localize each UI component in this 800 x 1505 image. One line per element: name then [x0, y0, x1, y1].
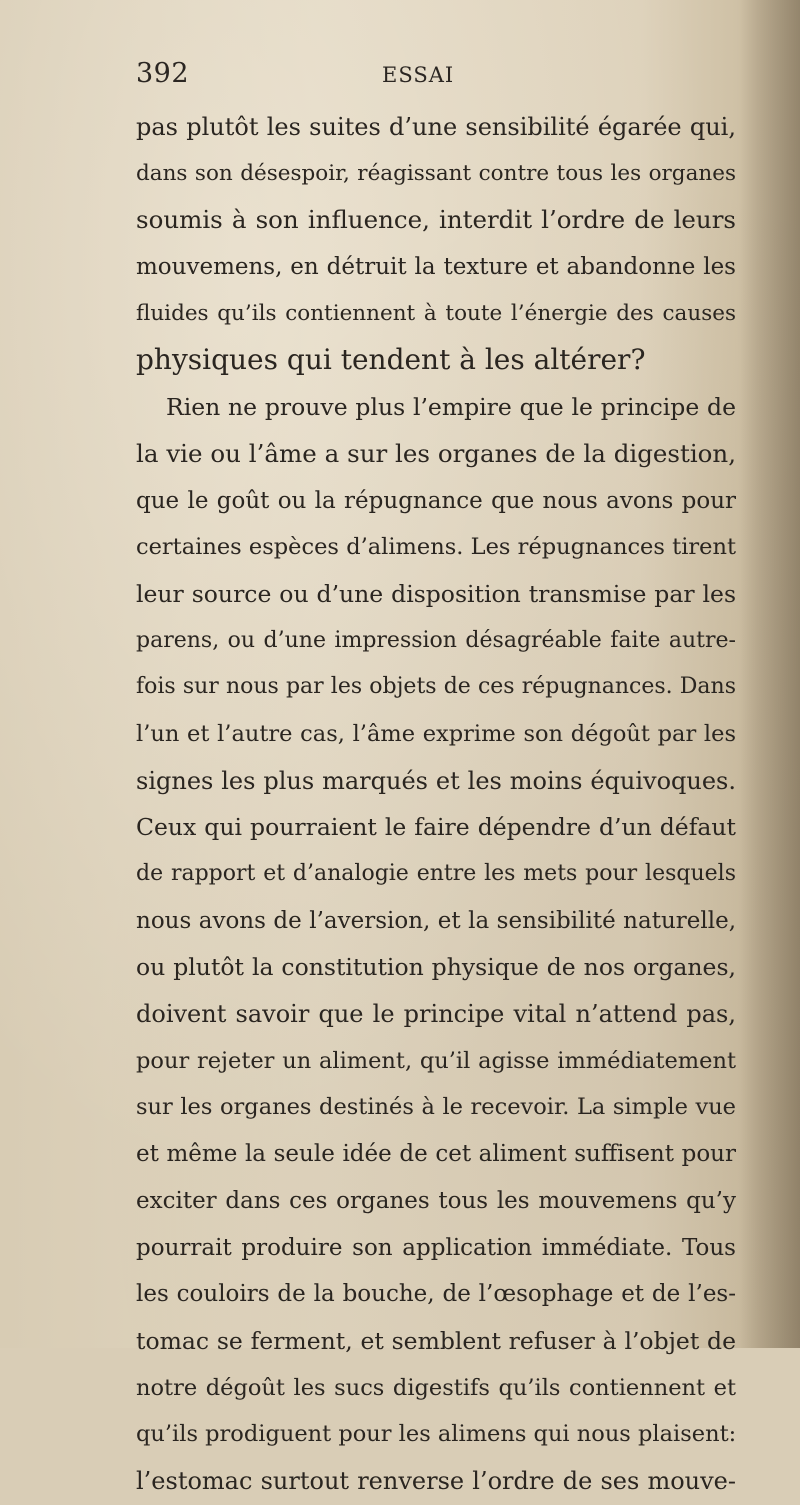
text-line: et même la seule idée de cet aliment suffisent pour [136, 1141, 736, 1168]
text-line: l’estomac surtout renverse l’ordre de ses mouve- [136, 1466, 736, 1495]
text-line: pas plutôt les suites d’une sensibilité égarée qui, [136, 113, 736, 141]
page-number: 392 [136, 58, 190, 89]
text-line: ou plutôt la constitution physique de nos organes, [136, 953, 736, 982]
text-line: signes les plus marqués et les moins équivoques. [136, 766, 736, 795]
text-line: physiques qui tendent à les altérer? [136, 343, 646, 377]
text-line: fois sur nous par les objets de ces répugnances. Dans [136, 674, 736, 700]
text-line: pour rejeter un aliment, qu’il agisse immédiatement [136, 1047, 736, 1074]
text-line: exciter dans ces organes tous les mouvemens qu’y [136, 1187, 736, 1214]
text-line: parens, ou d’une impression désagréable faite autre- [136, 627, 736, 653]
text-line: mouvemens, en détruit la texture et abandonne les [136, 254, 736, 281]
text-line: la vie ou l’âme a sur les organes de la digestion, [136, 438, 736, 468]
text-line: doivent savoir que le principe vital n’attend pas, [136, 1000, 736, 1029]
text-line: tomac se ferment, et semblent refuser à l’objet de [136, 1326, 736, 1355]
text-line: nous avons de l’aversion, et la sensibilité naturelle, [136, 907, 736, 934]
running-head: ESSAI [382, 63, 455, 87]
text-line: soumis à son influence, interdit l’ordre de leurs [136, 205, 736, 235]
text-line: qu’ils prodiguent pour les alimens qui nous plaisent: [136, 1421, 736, 1448]
text-line: leur source ou d’une disposition transmise par les [136, 579, 736, 608]
page-header [136, 58, 696, 98]
text-line: de rapport et d’analogie entre les mets pour lesquels [136, 861, 736, 886]
text-line: notre dégoût les sucs digestifs qu’ils contiennent et [136, 1374, 736, 1401]
text-line: l’un et l’autre cas, l’âme exprime son dégoût par les [136, 720, 736, 747]
text-line: certaines espèces d’alimens. Les répugnances tirent [136, 534, 736, 561]
text-line: que le goût ou la répugnance que nous avons pour [136, 487, 736, 514]
text-line: dans son désespoir, réagissant contre tous les organes [136, 160, 736, 186]
text-line: Rien ne prouve plus l’empire que le principe de [166, 393, 736, 422]
text-line: les couloirs de la bouche, de l’œsophage et de l’es- [136, 1281, 736, 1308]
body-text [136, 104, 736, 1505]
text-line: sur les organes destinés à le recevoir. La simple vue [136, 1094, 736, 1121]
text-line: pourrait produire son application immédiate. Tous [136, 1234, 736, 1261]
text-line: Ceux qui pourraient le faire dépendre d’un défaut [136, 813, 736, 842]
text-line: fluides qu’ils contiennent à toute l’énergie des causes [136, 300, 736, 326]
page-gutter-shadow [740, 0, 800, 1348]
